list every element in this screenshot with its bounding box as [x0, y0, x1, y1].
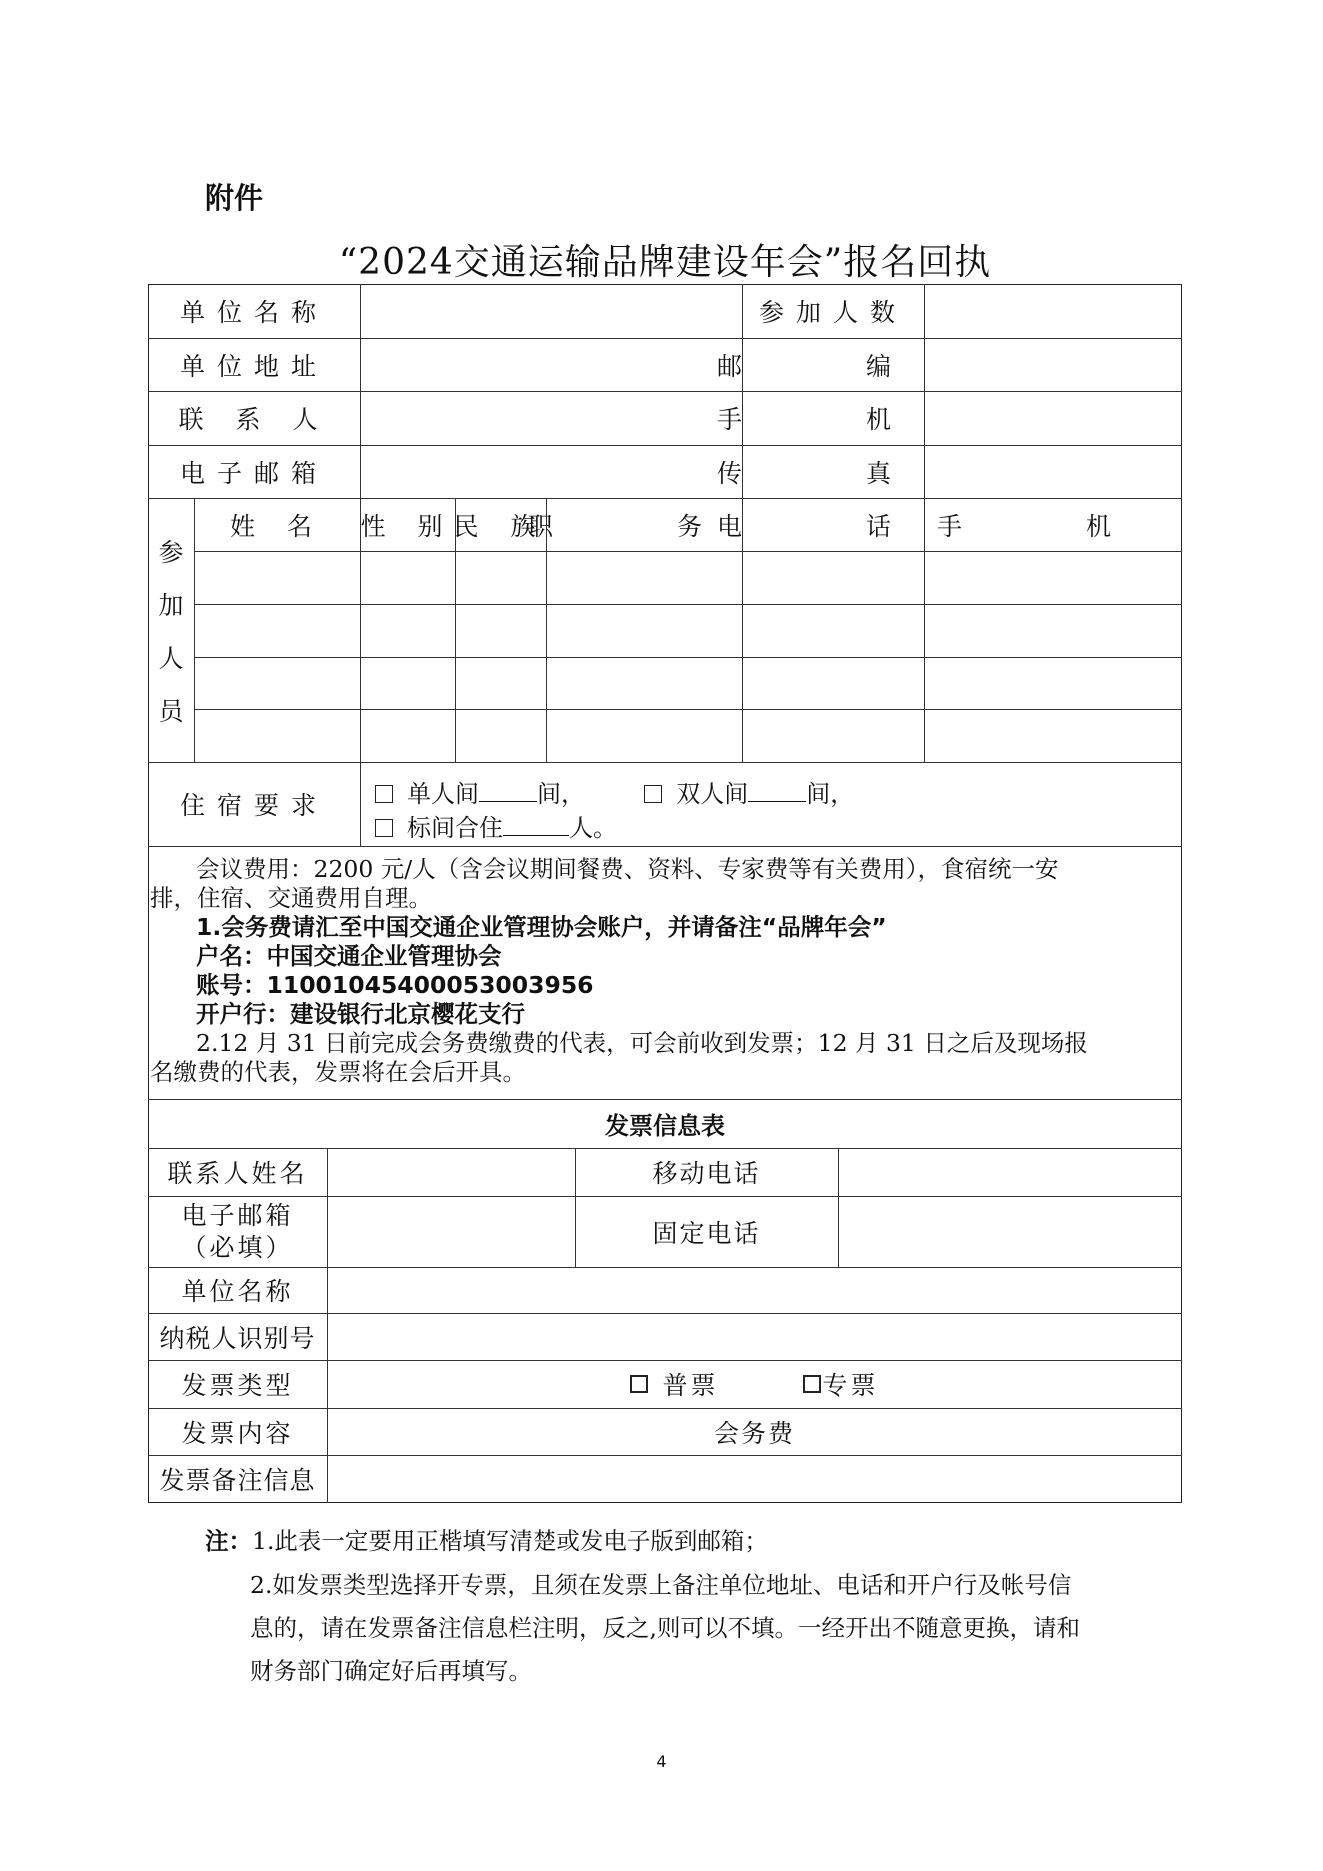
single-room-count[interactable] — [479, 781, 537, 802]
invoice-unit-name-label: 单位名称 — [181, 1277, 294, 1306]
header-mobile: 手 机 — [937, 511, 1169, 541]
row-divider — [194, 551, 1182, 552]
unit-address-field[interactable] — [360, 338, 742, 391]
account-name: 户名：中国交通企业管理协会 — [196, 942, 502, 970]
note-prefix: 注： — [205, 1527, 252, 1555]
postcode-field[interactable] — [924, 338, 1182, 391]
header-gender: 性 别 — [360, 511, 455, 541]
double-room-label: 双人间 — [676, 780, 749, 808]
invoice-unit-name-field[interactable] — [327, 1267, 1182, 1313]
single-room-label: 单人间 — [407, 780, 479, 808]
header-position: 职 务 — [528, 511, 760, 541]
invoice-remark-field[interactable] — [327, 1455, 1182, 1503]
side-char: 人 — [158, 643, 184, 673]
invoice-table-title: 发票信息表 — [605, 1112, 725, 1140]
double-room-checkbox[interactable] — [644, 785, 662, 803]
lodging-line-2 — [375, 808, 617, 843]
invoice-mobile-field[interactable] — [838, 1148, 1182, 1196]
taxpayer-id-label: 纳税人识别号 — [159, 1323, 316, 1353]
invoice-email-label — [148, 1196, 327, 1267]
header-name: 姓 名 — [230, 511, 324, 541]
attachment-label: 附件 — [205, 181, 264, 215]
row-divider — [148, 846, 1182, 847]
payment-instruction: 1.会务费请汇至中国交通企业管理协会账户，并请备注“品牌年会” — [196, 913, 887, 941]
shared-room-checkbox[interactable] — [375, 819, 393, 837]
note-1-text: 1.此表一定要用正楷填写清楚或发电子版到邮箱； — [252, 1527, 768, 1555]
invoice-contact-name-field[interactable] — [327, 1148, 575, 1196]
invoice-content-value: 会务费 — [713, 1418, 795, 1448]
side-char: 参 — [158, 537, 184, 567]
special-invoice-checkbox[interactable] — [803, 1375, 821, 1393]
fee-line-1: 会议费用：2200 元/人（含会议期间餐费、资料、专家费等有关费用），食宿统一安 — [196, 855, 1059, 883]
form-title: “2024交通运输品牌建设年会”报名回执 — [338, 242, 992, 283]
special-invoice-label: 专票 — [822, 1371, 879, 1400]
email-field[interactable] — [360, 445, 742, 498]
invoice-note-line-1: 2.12 月 31 日前完成会务费缴费的代表，可会前收到发票；12 月 31 日之后及现场报 — [196, 1029, 1088, 1057]
contact-person-field[interactable] — [360, 391, 742, 445]
shared-room-count[interactable] — [503, 815, 569, 836]
invoice-landline-field[interactable] — [838, 1196, 1182, 1267]
header-ethnicity: 民 族 — [453, 511, 548, 541]
account-number: 账号：110010454000530039​56 — [196, 971, 594, 999]
unit-name-label: 单位名称 — [179, 298, 328, 327]
participants-side-label — [148, 500, 194, 760]
mobile-label: 手 机 — [717, 405, 949, 434]
note-2-line-2: 息的，请在发票备注信息栏注明，反之,则可以不填。一经开出不随意更换，请和 — [250, 1614, 1080, 1642]
room-unit: 间， — [806, 780, 855, 808]
row-divider — [194, 709, 1182, 710]
invoice-content-label: 发票内容 — [181, 1418, 294, 1448]
row-divider — [194, 657, 1182, 658]
invoice-landline-label: 固定电话 — [652, 1218, 761, 1248]
invoice-email-text: 电子邮箱 — [181, 1200, 294, 1230]
lodging-label: 住宿要求 — [179, 791, 328, 820]
taxpayer-id-field[interactable] — [327, 1313, 1182, 1360]
invoice-email-field[interactable] — [327, 1196, 575, 1267]
fax-field[interactable] — [924, 445, 1182, 498]
contact-person-label: 联 系 人 — [178, 405, 330, 434]
single-room-checkbox[interactable] — [375, 785, 393, 803]
page-number: 4 — [656, 1752, 667, 1771]
note-2-line-1: 2.如发票类型选择开专票，且须在发票上备注单位地址、电话和开户行及帐号信 — [250, 1571, 1072, 1599]
fax-label: 传 真 — [717, 458, 949, 488]
room-unit: 间， — [537, 780, 585, 808]
side-char: 加 — [158, 590, 184, 620]
invoice-contact-name-label: 联系人姓名 — [167, 1159, 308, 1188]
invoice-type-label: 发票类型 — [181, 1371, 294, 1400]
normal-invoice-label: 普票 — [662, 1371, 719, 1400]
unit-name-field[interactable] — [360, 284, 742, 338]
invoice-note-line-2: 名缴费的代表，发票将在会后开具。 — [150, 1058, 526, 1086]
bank-name: 开户行：建设银行北京樱花支行 — [196, 1000, 525, 1028]
email-label: 电子邮箱 — [179, 458, 328, 488]
invoice-remark-label: 发票备注信息 — [159, 1466, 316, 1495]
side-char: 员 — [158, 696, 184, 726]
shared-room-label: 标间合住 — [407, 814, 503, 842]
unit-address-label: 单位地址 — [179, 351, 328, 381]
invoice-email-required: （必填） — [181, 1232, 294, 1262]
invoice-mobile-label: 移动电话 — [652, 1159, 761, 1188]
attendee-count-field[interactable] — [924, 284, 1182, 338]
person-unit: 人。 — [569, 814, 617, 842]
mobile-field[interactable] — [924, 391, 1182, 445]
fee-line-2: 排，住宿、交通费用自理。 — [150, 884, 432, 912]
normal-invoice-checkbox[interactable] — [630, 1375, 648, 1393]
invoice-type-options — [327, 1360, 1182, 1408]
lodging-line-1 — [375, 774, 854, 809]
double-room-count[interactable] — [748, 781, 806, 802]
postcode-label: 邮 编 — [717, 351, 949, 381]
note-2-line-3: 财务部门确定好后再填写。 — [250, 1657, 532, 1685]
note-1 — [205, 1522, 768, 1556]
header-phone: 电 话 — [717, 511, 949, 541]
attendee-count-label: 参加人数 — [758, 298, 907, 327]
row-divider — [194, 604, 1182, 605]
